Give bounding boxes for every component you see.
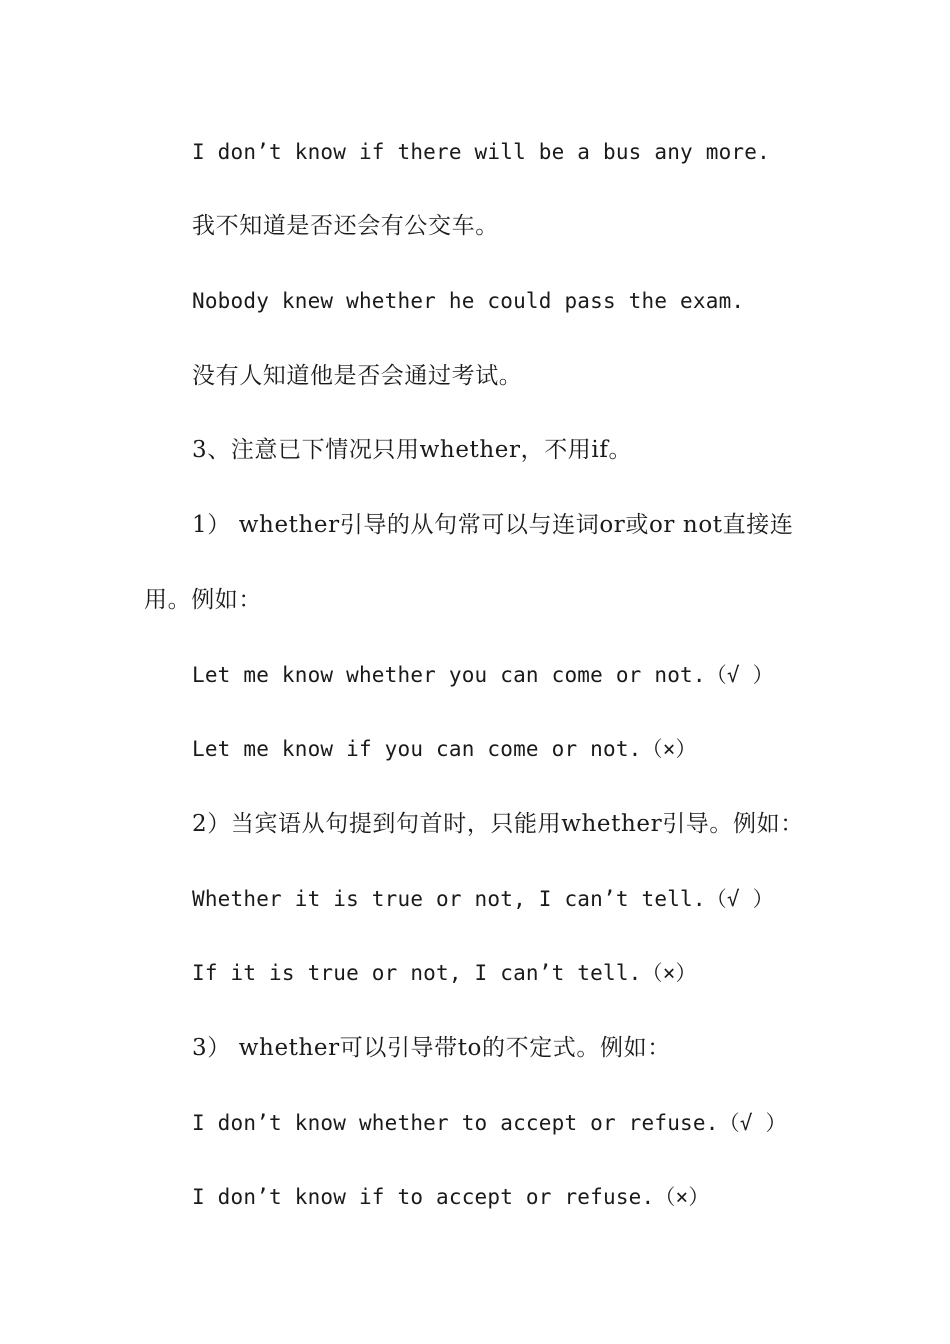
rule-text-continuation: 用。例如： xyxy=(144,587,262,613)
rule-text: 2）当宾语从句提到句首时，只能用whether引导。例如： xyxy=(192,811,804,837)
incorrect-example: If it is true or not, I can’t tell.（×） xyxy=(192,961,697,985)
example-sentence-english: I don’t know if there will be a bus any more. xyxy=(192,140,770,164)
correct-example: Whether it is true or not, I can’t tell.（√ ） xyxy=(192,887,774,911)
rule-text: 1） whether引导的从句常可以与连词or或or not直接连 xyxy=(192,512,794,538)
correct-example: I don’t know whether to accept or refuse.（√ ） xyxy=(192,1111,787,1135)
rule-text: 3） whether可以引导带to的不定式。例如： xyxy=(192,1035,671,1061)
example-translation-chinese: 没有人知道他是否会通过考试。 xyxy=(192,363,523,389)
section-heading: 3、注意已下情况只用whether，不用if。 xyxy=(192,437,633,463)
example-sentence-english: Nobody knew whether he could pass the exam. xyxy=(192,289,745,313)
example-translation-chinese: 我不知道是否还会有公交车。 xyxy=(192,213,499,239)
correct-example: Let me know whether you can come or not.（√ ） xyxy=(192,663,774,687)
incorrect-example: Let me know if you can come or not.（×） xyxy=(192,737,697,761)
incorrect-example: I don’t know if to accept or refuse.（×） xyxy=(192,1185,710,1209)
